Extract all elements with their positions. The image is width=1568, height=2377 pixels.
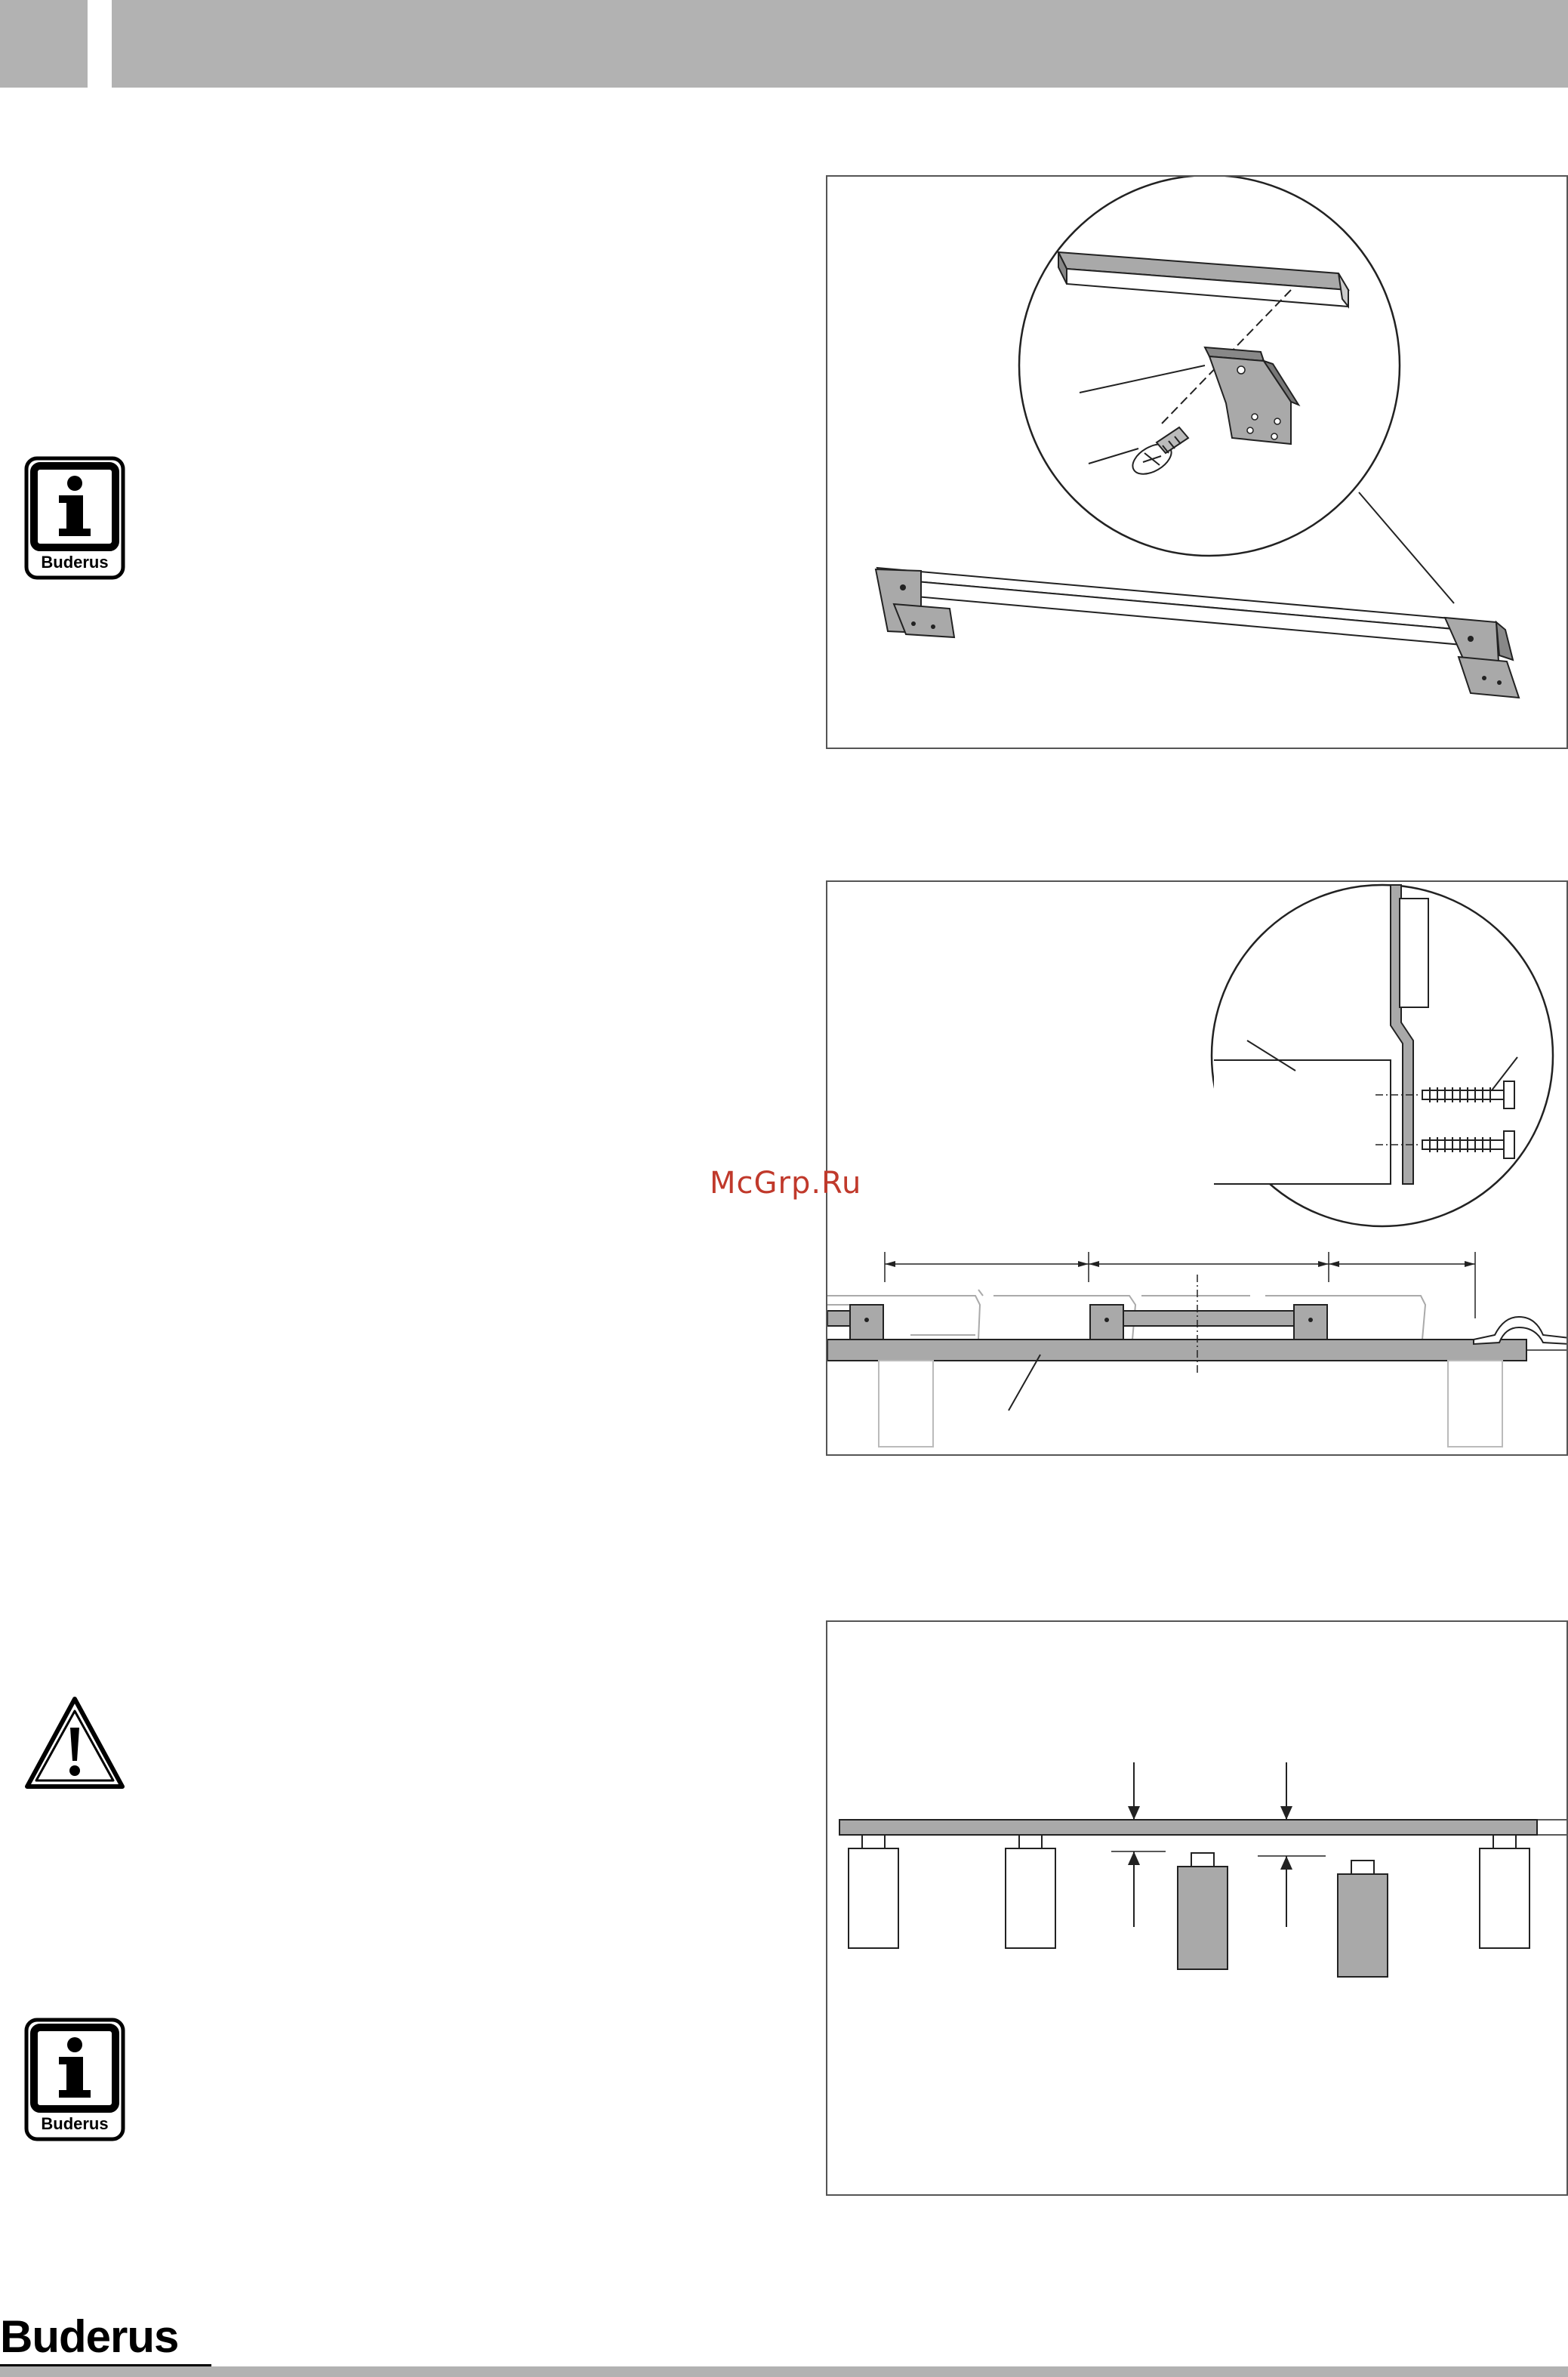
info-icon-brand-label: Buderus	[41, 2114, 109, 2133]
footer-bar	[0, 2366, 1568, 2377]
info-icon	[24, 2018, 125, 2141]
figure-rail-mounting	[826, 880, 1568, 1456]
figure-rail-bracket	[826, 175, 1568, 749]
header-tab	[0, 0, 88, 88]
info-icon-brand-label: Buderus	[41, 553, 109, 572]
footer-logo: Buderus	[0, 2311, 179, 2362]
watermark-text: McGrp.Ru	[710, 1166, 862, 1201]
warning-triangle-icon	[23, 1694, 127, 1793]
header-bar	[112, 0, 1568, 88]
info-icon	[24, 456, 125, 580]
figure-leveling-gaps	[826, 1620, 1568, 2196]
